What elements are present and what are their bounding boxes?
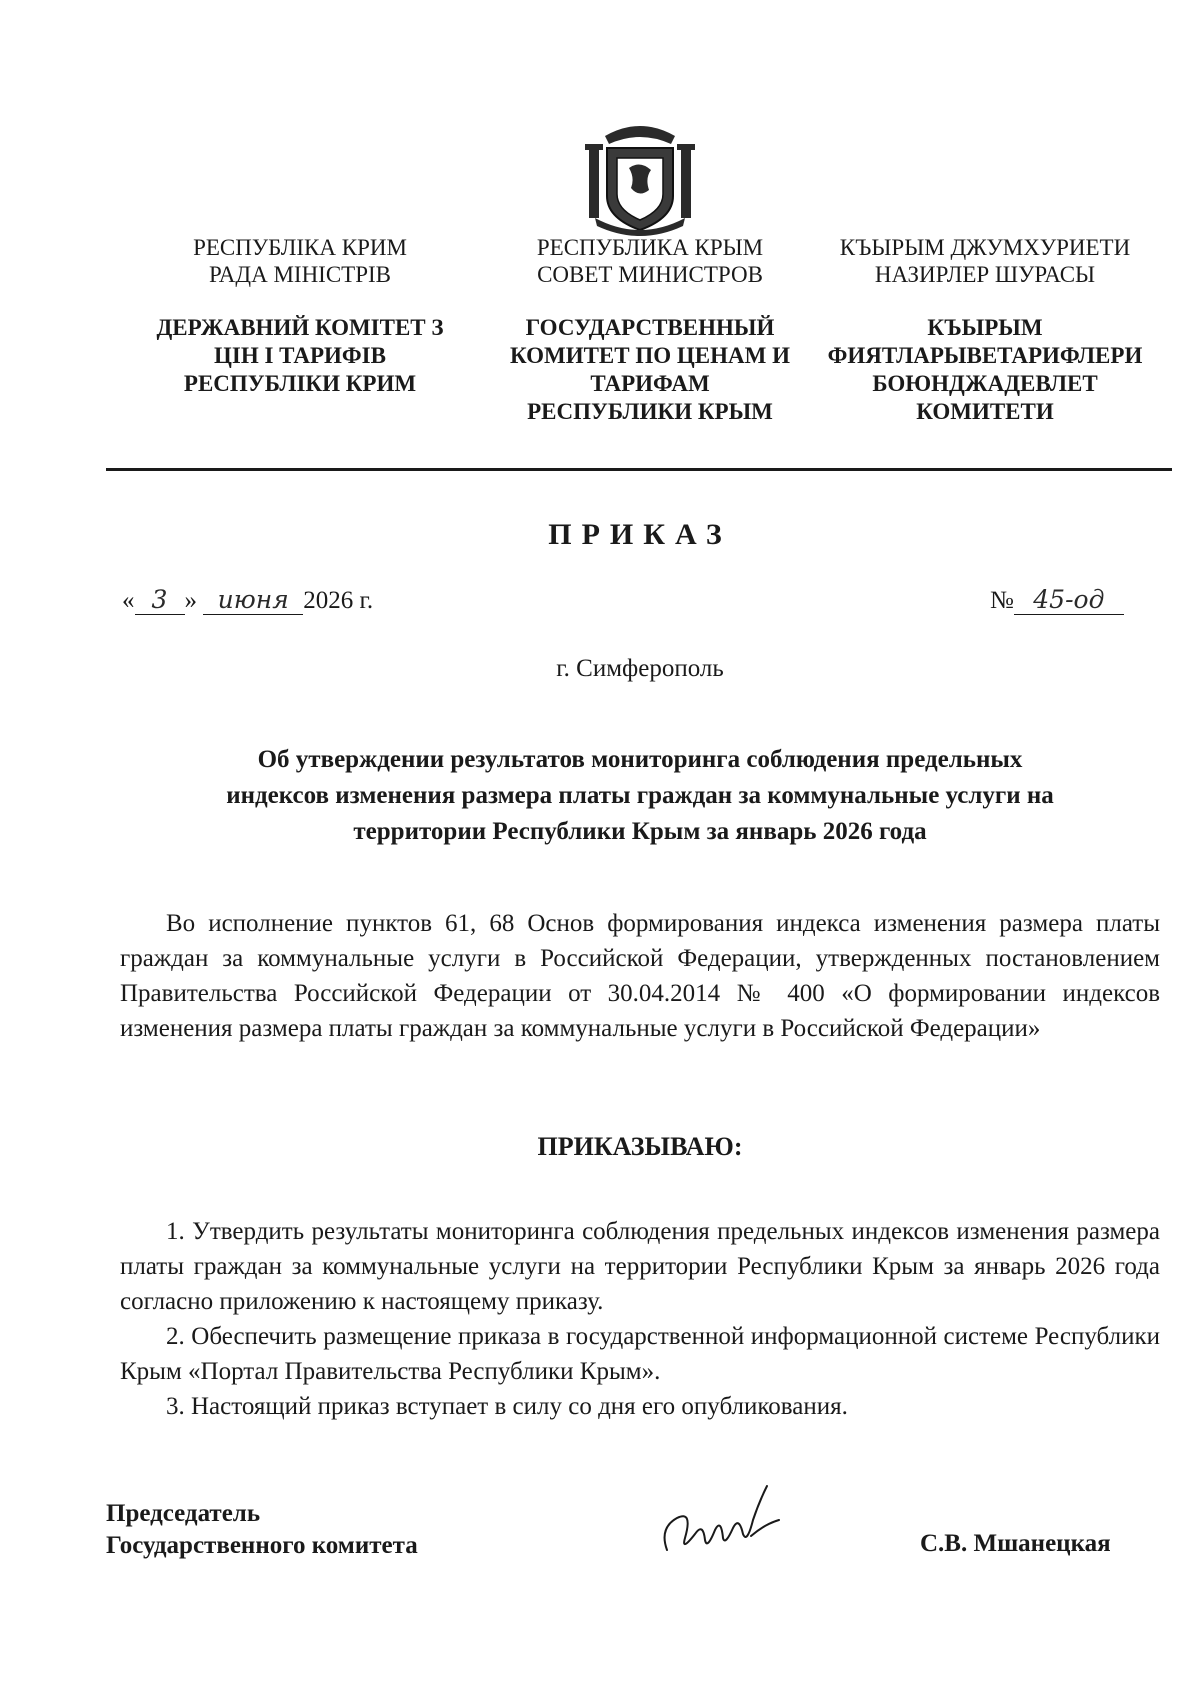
date-month: июня <box>203 585 303 615</box>
header-right-council: НАЗИРЛЕР ШУРАСЫ <box>874 262 1096 287</box>
order-date <box>122 585 373 615</box>
subject-line-2: индексов изменения размера платы граждан за коммунальные услуги на <box>226 782 1054 809</box>
number-value: 45-од <box>1014 585 1124 615</box>
header-left-committee-1: ДЕРЖАВНИЙ КОМІТЕТ З <box>156 315 444 340</box>
city: г. Симферополь <box>556 655 724 682</box>
date-open-quote: « <box>122 587 135 614</box>
command-heading: ПРИКАЗЫВАЮ: <box>537 1132 743 1161</box>
subject-line-1: Об утверждении результатов мониторинга соблюдения предельных <box>257 746 1023 773</box>
header-right-committee-4: КОМИТЕТИ <box>916 399 1054 424</box>
header-left-column <box>140 234 460 398</box>
number-prefix: № <box>990 587 1014 614</box>
position-line-2: Государственного комитета <box>106 1532 418 1559</box>
header-center-republic: РЕСПУБЛИКА КРЫМ <box>536 235 764 260</box>
order-item-2: 2. Обеспечить размещение приказа в государственной информационной системе Республики Крым «Портал Правительства Республики Крым». <box>120 1323 1160 1385</box>
order-item-1: 1. Утвердить результаты мониторинга соблюдения предельных индексов изменения размера платы граждан за коммунальные услуги на территории Республики Крым за январь 2026 года согласно приложению к настоящему приказу. <box>120 1218 1160 1315</box>
header-left-committee-3: РЕСПУБЛІКИ КРИМ <box>183 371 417 396</box>
signatory-name: С.В. Мшанецкая <box>920 1530 1111 1557</box>
header-left-committee-2: ЦІН І ТАРИФІВ <box>214 343 386 368</box>
header-center-council: СОВЕТ МИНИСТРОВ <box>537 262 763 287</box>
position-line-1: Председатель <box>106 1500 261 1527</box>
header-right-column <box>815 234 1155 426</box>
header-right-committee-2: ФИЯТЛАРЫВЕТАРИФЛЕРИ <box>827 343 1143 368</box>
header-center-committee-4: РЕСПУБЛИКИ КРЫМ <box>527 399 773 424</box>
header-right-committee-1: КЪЫРЫМ <box>927 315 1043 340</box>
header-center-committee-1: ГОСУДАРСТВЕННЫЙ <box>525 315 775 340</box>
date-year: 2026 г. <box>303 587 374 614</box>
signatory-position <box>106 1498 418 1562</box>
header-right-committee-3: БОЮНДЖАДЕВЛЕТ <box>872 371 1098 396</box>
date-day: 3 <box>135 585 185 615</box>
header-center-committee-2: КОМИТЕТ ПО ЦЕНАМ И <box>510 343 790 368</box>
preamble <box>120 906 1160 1046</box>
order-item-3: 3. Настоящий приказ вступает в силу со дня его опубликования. <box>166 1393 848 1420</box>
header-right-republic: КЪЫРЫМ ДЖУМХУРИЕТИ <box>839 235 1131 260</box>
date-close-quote: » <box>184 587 197 614</box>
header-center-column <box>490 234 810 426</box>
preamble-text: Во исполнение пунктов 61, 68 Основ формирования индекса изменения размера платы граждан за коммунальные услуги в Российской Федерации, утвержденных постановлением Правительства Российской Федерации от 30.04.2014 № 400 «О формировании индексов изменения размера платы граждан за коммунальные услуги в Российской Федерации» <box>120 910 1160 1042</box>
coat-of-arms-emblem <box>585 118 695 238</box>
header-center-committee-3: ТАРИФАМ <box>590 371 710 396</box>
order-items <box>120 1214 1160 1424</box>
header-left-council: РАДА МІНІСТРІВ <box>208 262 392 287</box>
document-title: ПРИКАЗ <box>548 518 732 551</box>
order-subject <box>120 742 1160 850</box>
subject-line-3: территории Республики Крым за январь 2026 года <box>353 818 927 845</box>
header-left-republic: РЕСПУБЛІКА КРИМ <box>193 235 407 260</box>
order-number <box>990 585 1124 615</box>
header-divider <box>106 468 1172 471</box>
handwritten-signature <box>655 1480 790 1570</box>
